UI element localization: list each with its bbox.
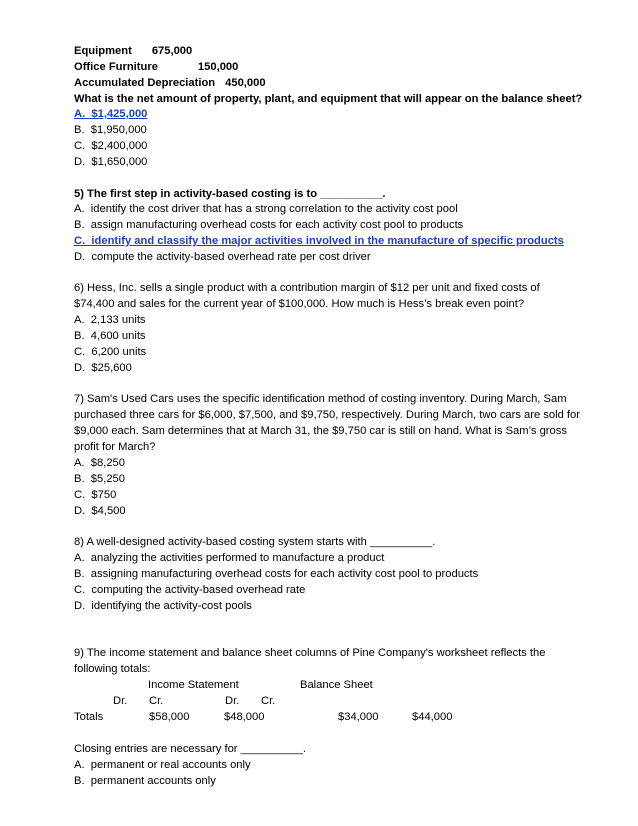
- q9-line-2: following totals:: [74, 663, 151, 675]
- q6-line-1: 6) Hess, Inc. sells a single product with a contribution margin of $12 per unit and fixed costs of: [74, 282, 540, 294]
- q5-option-c[interactable]: C. identify and classify the major activities involved in the manufacture of specific products: [74, 235, 564, 247]
- q5-question: 5) The first step in activity-based costing is to __________.: [74, 188, 386, 200]
- office-furniture-value: 150,000: [197, 61, 239, 73]
- equipment-label: Equipment: [74, 45, 132, 57]
- totals-row-label: Totals: [74, 711, 104, 723]
- q4-option-c: C. $2,400,000: [74, 140, 148, 152]
- accumulated-depreciation-label: Accumulated Depreciation: [74, 77, 216, 89]
- equipment-line: [74, 44, 192, 58]
- q8-option-c: C. computing the activity-based overhead rate: [74, 584, 306, 596]
- q4-option-b: B. $1,950,000: [74, 124, 147, 136]
- accumulated-depreciation-value: 450,000: [225, 77, 266, 89]
- income-statement-header: Income Statement: [148, 679, 239, 691]
- totals-balance-dr: $34,000: [338, 711, 379, 723]
- q8-option-a: A. analyzing the activities performed to manufacture a product: [74, 552, 385, 564]
- q7-option-c: C. $750: [74, 489, 117, 501]
- office-furniture-label: Office Furniture: [74, 61, 158, 73]
- q4-option-d: D. $1,650,000: [74, 156, 148, 168]
- q8-option-d: D. identifying the activity-cost pools: [74, 600, 252, 612]
- balance-sheet-header: Balance Sheet: [300, 679, 373, 691]
- q4-option-a[interactable]: A. $1,425,000: [74, 108, 148, 120]
- q7-option-b: B. $5,250: [74, 473, 126, 485]
- totals-balance-cr: $44,000: [412, 711, 453, 723]
- q6-option-c: C. 6,200 units: [74, 346, 147, 358]
- income-dr-header: Dr.: [113, 695, 128, 707]
- q5-option-d: D. compute the activity-based overhead rate per cost driver: [74, 251, 371, 263]
- q4-question: What is the net amount of property, plant, and equipment that will appear on the balance sheet?: [74, 93, 583, 105]
- equipment-value: 675,000: [151, 45, 193, 57]
- q6-option-a: A. 2,133 units: [74, 314, 146, 326]
- q9-option-b: B. permanent accounts only: [74, 775, 216, 787]
- q9-line-1: 9) The income statement and balance sheet columns of Pine Company's worksheet reflects the: [74, 647, 546, 659]
- q7-line-3: $9,000 each. Sam determines that at March 31, the $9,750 car is still on hand. What is Sam’s gross: [74, 425, 567, 437]
- q6-option-d: D. $25,600: [74, 362, 132, 374]
- accumulated-depreciation-line: [74, 76, 266, 90]
- q7-line-2: purchased three cars for $6,000, $7,500, and $9,750, respectively. During March, two cars are sold for: [74, 409, 580, 421]
- q7-option-a: A. $8,250: [74, 457, 126, 469]
- q5-option-b: B. assign manufacturing overhead costs for each activity cost pool to products: [74, 219, 464, 231]
- q8-question: 8) A well-designed activity-based costing system starts with __________.: [74, 536, 436, 548]
- balance-dr-header: Dr.: [225, 695, 240, 707]
- q7-line-1: 7) Sam's Used Cars uses the specific identification method of costing inventory. During March, Sam: [74, 393, 567, 405]
- q6-option-b: B. 4,600 units: [74, 330, 146, 342]
- q8-option-b: B. assigning manufacturing overhead costs for each activity cost pool to products: [74, 568, 479, 580]
- q7-option-d: D. $4,500: [74, 505, 126, 517]
- q9-option-a: A. permanent or real accounts only: [74, 759, 251, 771]
- q5-option-a: A. identify the cost driver that has a strong correlation to the activity cost pool: [74, 203, 458, 215]
- balance-cr-header: Cr.: [261, 695, 276, 707]
- q7-line-4: profit for March?: [74, 441, 156, 453]
- q9-question: Closing entries are necessary for __________.: [74, 743, 306, 755]
- income-cr-header: Cr.: [149, 695, 164, 707]
- q6-line-2: $74,400 and sales for the current year of $100,000. How much is Hess’s break even point?: [74, 298, 525, 310]
- totals-income-cr: $48,000: [224, 711, 265, 723]
- office-furniture-line: [74, 60, 238, 74]
- totals-income-dr: $58,000: [149, 711, 190, 723]
